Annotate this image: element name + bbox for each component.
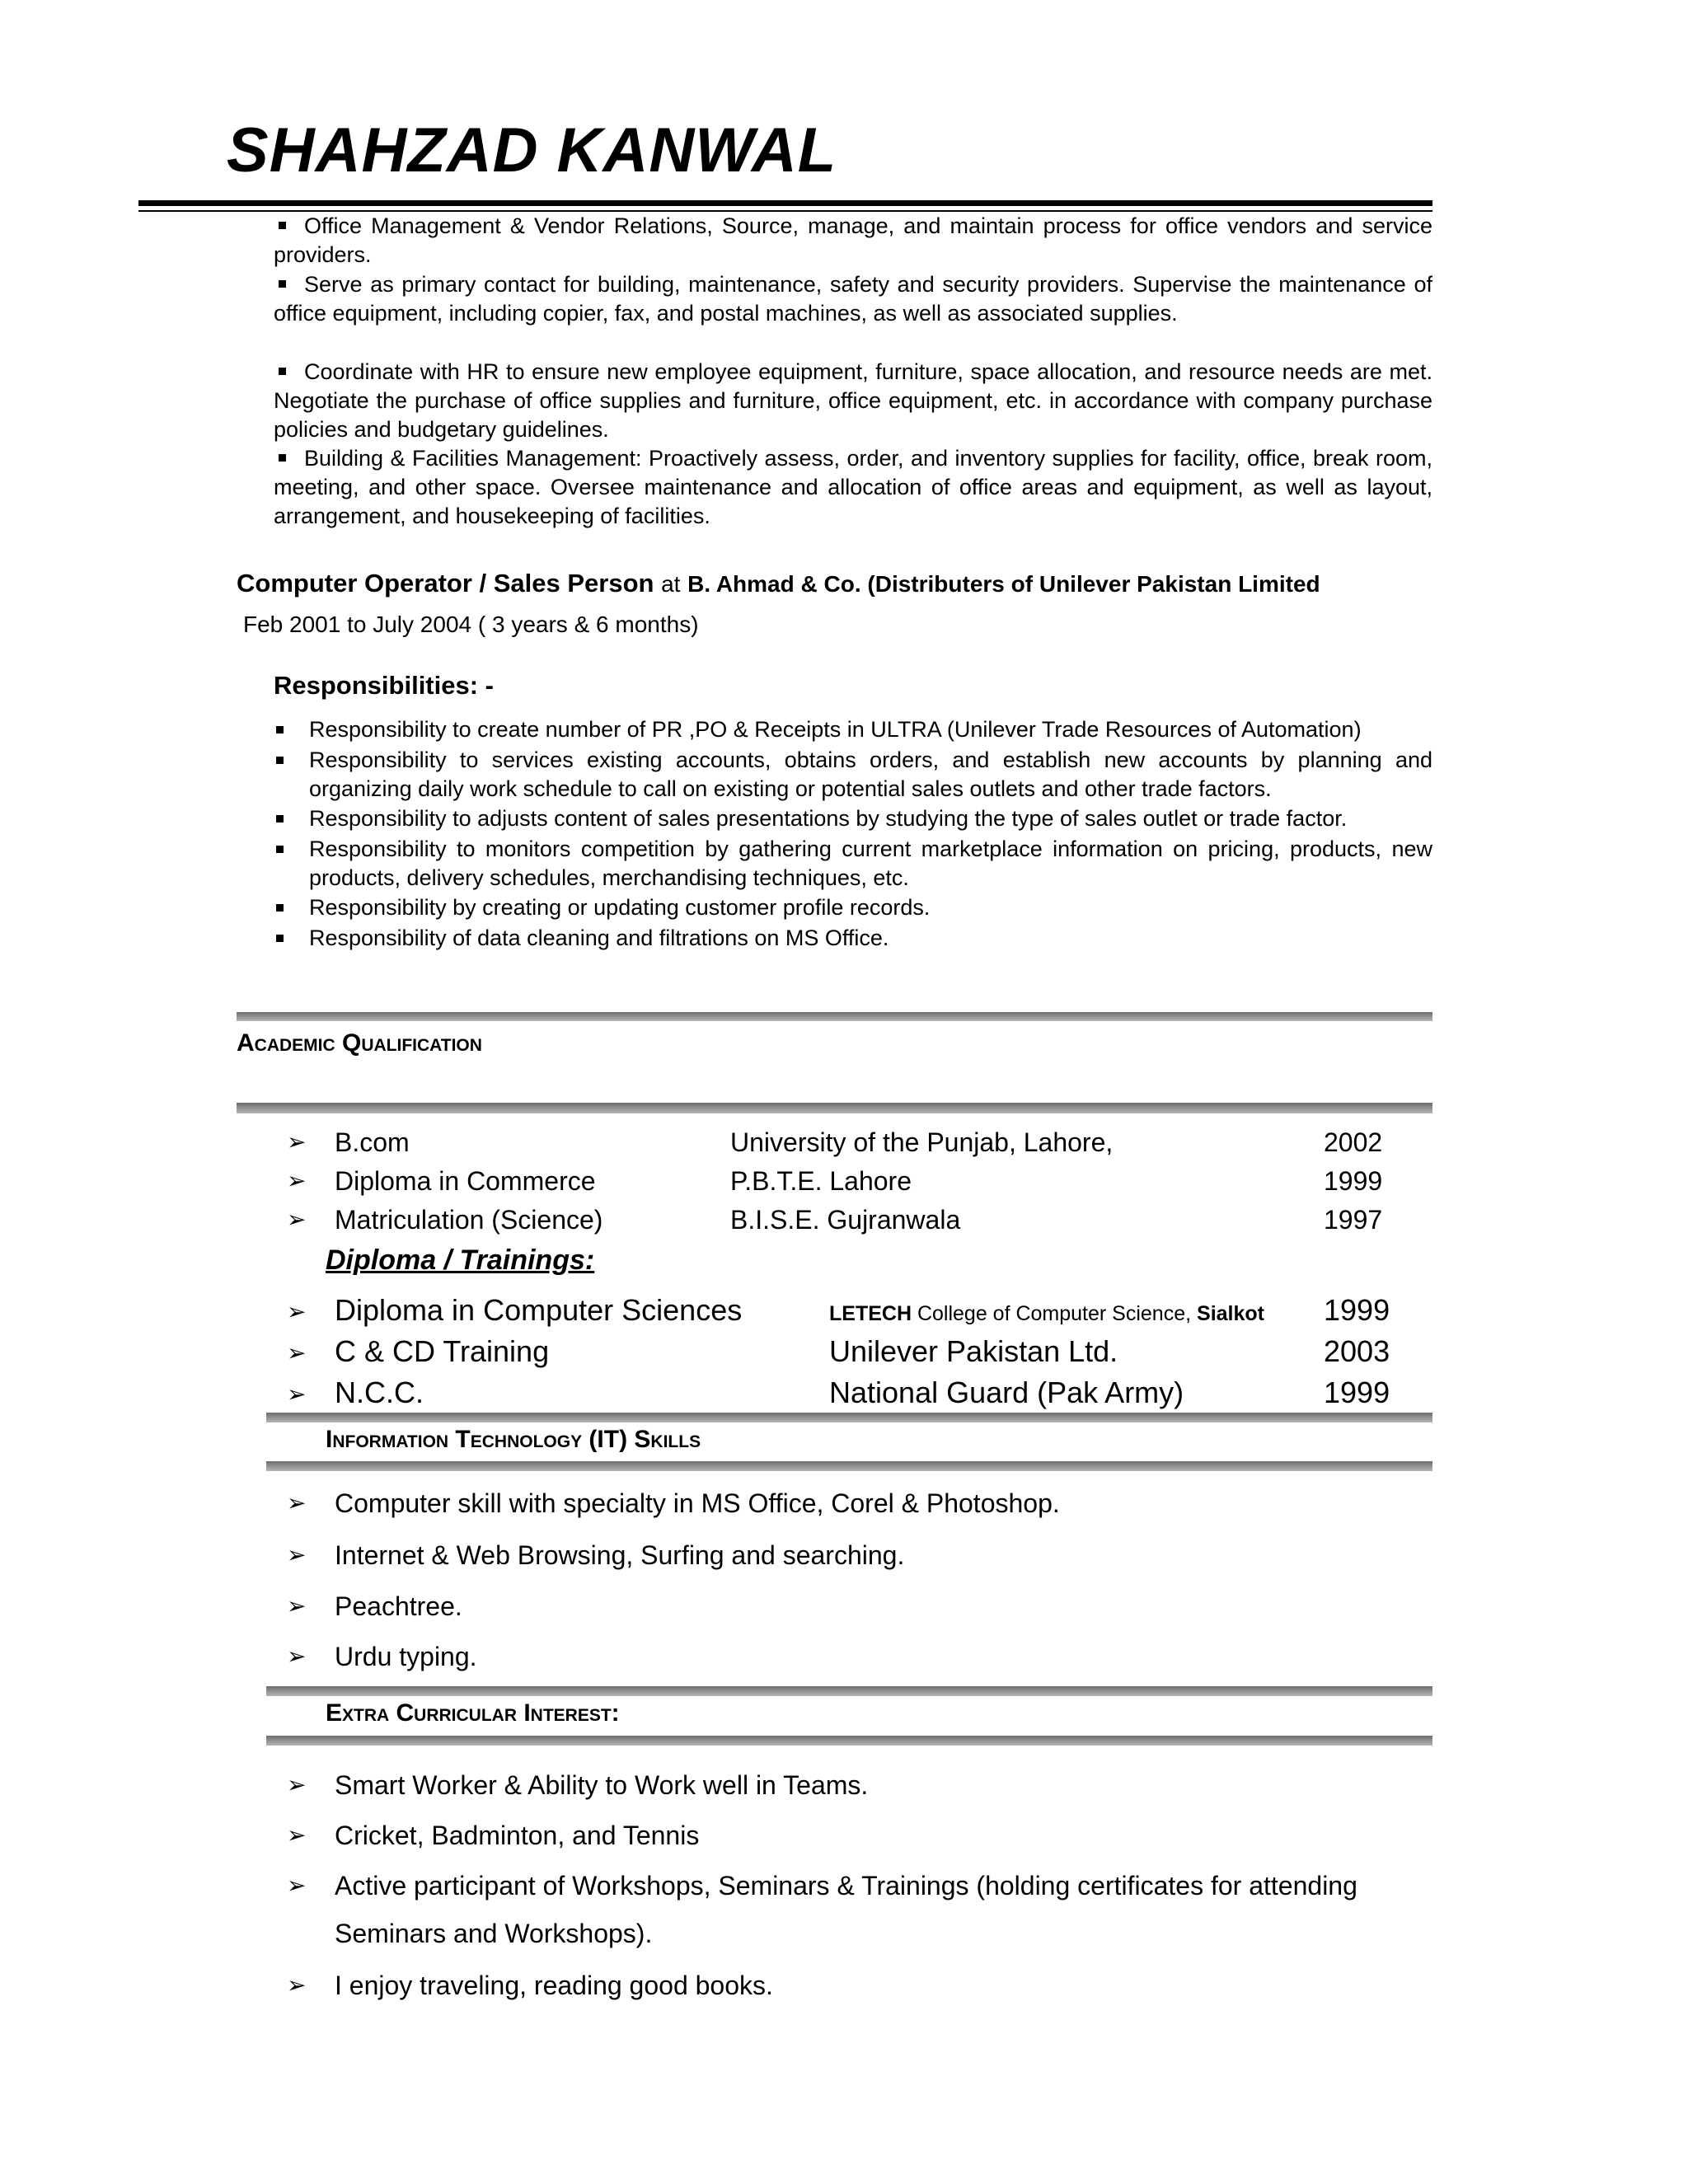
square-bullet-icon	[276, 726, 284, 733]
job-at: at	[661, 571, 681, 597]
arrow-bullet-icon: ➢	[287, 1490, 307, 1516]
prev-job-bullet-3: Coordinate with HR to ensure new employee equipment, furniture, space allocation, and resource needs are met. Negotiate the purchase of office supplies and furniture, office equipment, etc. in accordance with company purchase policies and budgetary guidelines.	[274, 359, 1432, 442]
arrow-bullet-icon: ➢	[287, 1772, 307, 1797]
square-bullet-icon	[279, 222, 286, 229]
academic-row-1: ➢ B.com University of the Punjab, Lahore, 2002	[287, 1127, 1383, 1157]
list-item: Responsibility to adjusts content of sales presentations by studying the type of sales outlet or trade factor.	[274, 804, 1432, 833]
prev-job-bullet-4: Building & Facilities Management: Proactively assess, order, and inventory supplies for facility, office, break room, meeting, and other space. Oversee maintenance and allocation of office areas and equipment, as well as layout, arrangement, and housekeeping of facilities.	[274, 446, 1432, 528]
square-bullet-icon	[276, 815, 284, 823]
header-rule-thick	[138, 200, 1432, 206]
square-bullet-icon	[276, 935, 284, 942]
arrow-bullet-icon: ➢	[287, 1822, 307, 1848]
arrow-bullet-icon: ➢	[287, 1299, 307, 1324]
section-divider	[266, 1413, 1432, 1422]
arrow-bullet-icon: ➢	[287, 1542, 307, 1568]
arrow-bullet-icon: ➢	[287, 1207, 307, 1232]
academic-row-3: ➢ Matriculation (Science) B.I.S.E. Gujranwala 1997	[287, 1205, 1383, 1235]
square-bullet-icon	[279, 368, 286, 375]
section-divider	[237, 1103, 1432, 1113]
arrow-bullet-icon: ➢	[287, 1872, 307, 1898]
section-divider	[266, 1736, 1432, 1746]
square-bullet-icon	[279, 280, 286, 288]
trainings-heading: Diploma / Trainings:	[326, 1244, 595, 1276]
training-institute: LETECH College of Computer Science, Sialkot	[829, 1302, 1264, 1325]
academic-row-2: ➢ Diploma in Commerce P.B.T.E. Lahore 1999	[287, 1166, 1383, 1196]
list-item: Responsibility to services existing accounts, obtains orders, and establish new accounts by planning and organizing daily work schedule to call on existing or potential sales outlets and other trade factors.	[274, 746, 1432, 804]
prev-job-bullet-2: Serve as primary contact for building, maintenance, safety and security providers. Supervise the maintenance of office equipment, including copier, fax, and postal machines, as well as associated supplies.	[274, 272, 1432, 326]
list-item: Responsibility of data cleaning and filtrations on MS Office.	[274, 924, 1432, 953]
responsibilities-heading: Responsibilities: -	[274, 671, 494, 700]
arrow-bullet-icon: ➢	[287, 1129, 307, 1155]
candidate-name: SHAHZAD KANWAL	[227, 115, 837, 185]
extra-curricular-heading: Extra Curricular Interest:	[326, 1699, 620, 1727]
arrow-bullet-icon: ➢	[287, 1168, 307, 1193]
job-title: Computer Operator / Sales Person	[237, 569, 654, 598]
square-bullet-icon	[279, 454, 286, 462]
training-row-2: ➢ C & CD Training Unilever Pakistan Ltd. 2003	[287, 1334, 1390, 1368]
responsibilities-list	[274, 715, 1432, 954]
prev-job-bullet-1: Office Management & Vendor Relations, Source, manage, and maintain process for office vendors and service providers.	[274, 213, 1432, 267]
arrow-bullet-icon: ➢	[287, 1593, 307, 1619]
arrow-bullet-icon: ➢	[287, 1381, 307, 1407]
square-bullet-icon	[276, 757, 284, 764]
square-bullet-icon	[276, 846, 284, 853]
arrow-bullet-icon: ➢	[287, 1972, 307, 1998]
list-item: Responsibility by creating or updating customer profile records.	[274, 893, 1432, 922]
training-row-3: ➢ N.C.C. National Guard (Pak Army) 1999	[287, 1376, 1390, 1409]
job-period: Feb 2001 to July 2004 ( 3 years & 6 months)	[243, 612, 699, 637]
job-title-line	[237, 567, 1320, 601]
section-divider	[266, 1461, 1432, 1471]
arrow-bullet-icon: ➢	[287, 1643, 307, 1669]
list-item: Responsibility to create number of PR ,PO & Receipts in ULTRA (Unilever Trade Resources of Automation)	[274, 715, 1432, 744]
arrow-bullet-icon: ➢	[287, 1340, 307, 1366]
section-divider	[266, 1686, 1432, 1696]
academic-heading: Academic Qualification	[237, 1029, 482, 1057]
training-row-1: ➢ Diploma in Computer Sciences LETECH College of Computer Science, Sialkot 1999	[0, 1292, 1688, 1329]
job-company: B. Ahmad & Co. (Distributers of Unilever Pakistan Limited	[687, 571, 1320, 597]
square-bullet-icon	[276, 904, 284, 912]
list-item: Responsibility to monitors competition by gathering current marketplace information on pricing, products, new products, delivery schedules, merchandising techniques, etc.	[274, 835, 1432, 893]
section-divider	[237, 1012, 1432, 1021]
it-skills-heading: Information Technology (IT) Skills	[326, 1426, 701, 1453]
